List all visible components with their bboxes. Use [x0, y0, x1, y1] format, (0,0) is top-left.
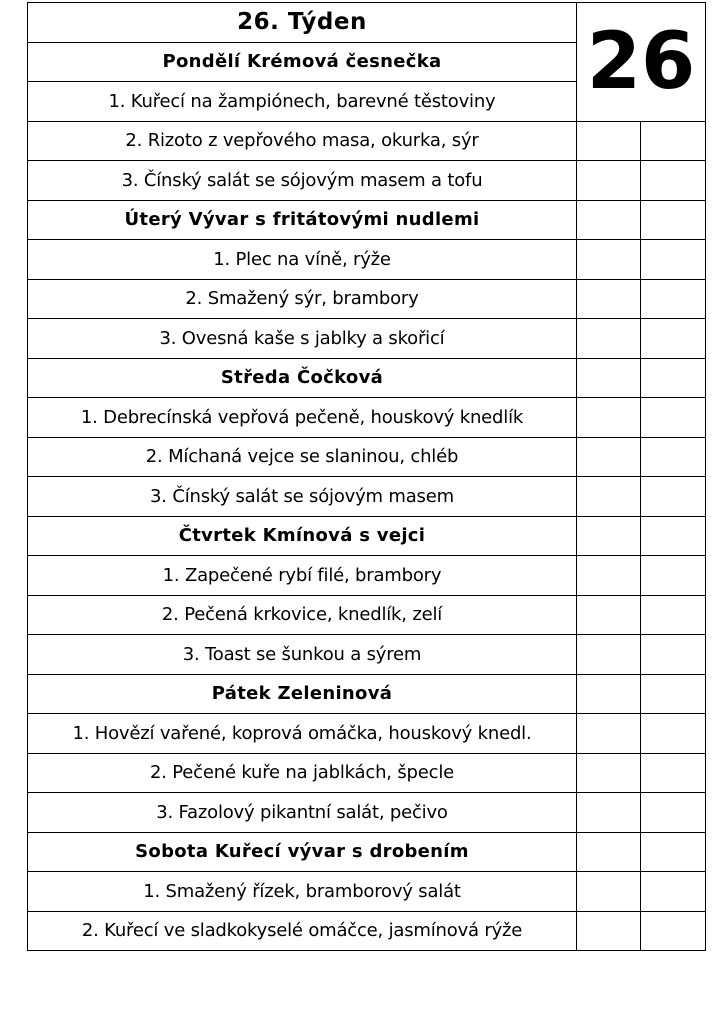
order-box[interactable]	[641, 240, 706, 280]
order-box[interactable]	[577, 911, 641, 951]
order-box[interactable]	[641, 595, 706, 635]
dish-row	[28, 279, 706, 319]
order-box[interactable]	[577, 477, 641, 517]
soup-friday: Pátek Zeleninová	[28, 674, 577, 714]
order-box[interactable]	[577, 200, 641, 240]
week-number: 26	[577, 3, 706, 122]
dish-monday-3: 3. Čínský salát se sójovým masem a tofu	[28, 161, 577, 201]
dish-row	[28, 635, 706, 675]
order-box[interactable]	[577, 516, 641, 556]
soup-wednesday: Středa Čočková	[28, 358, 577, 398]
soup-monday: Pondělí Krémová česnečka	[28, 42, 577, 82]
soup-thursday: Čtvrtek Kmínová s vejci	[28, 516, 577, 556]
header-row	[28, 3, 706, 43]
order-box[interactable]	[641, 319, 706, 359]
order-box[interactable]	[577, 832, 641, 872]
order-box[interactable]	[641, 674, 706, 714]
dish-friday-2: 2. Pečené kuře na jablkách, špecle	[28, 753, 577, 793]
order-box[interactable]	[641, 279, 706, 319]
order-box[interactable]	[641, 832, 706, 872]
order-box[interactable]	[641, 477, 706, 517]
dish-tuesday-2: 2. Smažený sýr, brambory	[28, 279, 577, 319]
order-box[interactable]	[641, 793, 706, 833]
order-box[interactable]	[641, 358, 706, 398]
dish-monday-2: 2. Rizoto z vepřového masa, okurka, sýr	[28, 121, 577, 161]
soup-row-tuesday	[28, 200, 706, 240]
order-box[interactable]	[641, 753, 706, 793]
dish-row	[28, 398, 706, 438]
order-box[interactable]	[641, 556, 706, 596]
order-box[interactable]	[577, 556, 641, 596]
dish-row	[28, 161, 706, 201]
order-box[interactable]	[641, 121, 706, 161]
dish-row	[28, 793, 706, 833]
order-box[interactable]	[577, 319, 641, 359]
dish-friday-3: 3. Fazolový pikantní salát, pečivo	[28, 793, 577, 833]
order-box[interactable]	[641, 911, 706, 951]
dish-tuesday-3: 3. Ovesná kaše s jablky a skořicí	[28, 319, 577, 359]
dish-wednesday-2: 2. Míchaná vejce se slaninou, chléb	[28, 437, 577, 477]
dish-row	[28, 240, 706, 280]
order-box[interactable]	[577, 279, 641, 319]
dish-friday-1: 1. Hovězí vařené, koprová omáčka, houskový knedl.	[28, 714, 577, 754]
week-title: 26. Týden	[28, 3, 577, 43]
soup-row-thursday	[28, 516, 706, 556]
order-box[interactable]	[641, 161, 706, 201]
order-box[interactable]	[641, 437, 706, 477]
order-box[interactable]	[641, 872, 706, 912]
dish-row	[28, 477, 706, 517]
order-box[interactable]	[577, 714, 641, 754]
soup-saturday: Sobota Kuřecí vývar s drobením	[28, 832, 577, 872]
dish-row	[28, 437, 706, 477]
order-box[interactable]	[577, 398, 641, 438]
order-box[interactable]	[577, 753, 641, 793]
dish-row	[28, 121, 706, 161]
dish-row	[28, 753, 706, 793]
dish-row	[28, 595, 706, 635]
dish-thursday-1: 1. Zapečené rybí filé, brambory	[28, 556, 577, 596]
order-box[interactable]	[577, 121, 641, 161]
dish-row	[28, 714, 706, 754]
dish-row	[28, 872, 706, 912]
order-box[interactable]	[641, 714, 706, 754]
dish-thursday-2: 2. Pečená krkovice, knedlík, zelí	[28, 595, 577, 635]
order-box[interactable]	[641, 516, 706, 556]
dish-saturday-1: 1. Smažený řízek, bramborový salát	[28, 872, 577, 912]
order-box[interactable]	[577, 635, 641, 675]
order-box[interactable]	[641, 200, 706, 240]
order-box[interactable]	[577, 793, 641, 833]
soup-row-saturday	[28, 832, 706, 872]
soup-tuesday: Úterý Vývar s fritátovými nudlemi	[28, 200, 577, 240]
order-box[interactable]	[641, 398, 706, 438]
dish-tuesday-1: 1. Plec na víně, rýže	[28, 240, 577, 280]
order-box[interactable]	[577, 872, 641, 912]
soup-row-wednesday	[28, 358, 706, 398]
order-box[interactable]	[577, 240, 641, 280]
dish-saturday-2: 2. Kuřecí ve sladkokyselé omáčce, jasmínová rýže	[28, 911, 577, 951]
dish-wednesday-3: 3. Čínský salát se sójovým masem	[28, 477, 577, 517]
dish-row	[28, 911, 706, 951]
order-box[interactable]	[577, 674, 641, 714]
order-box[interactable]	[641, 635, 706, 675]
weekly-menu-table	[27, 2, 706, 951]
dish-row	[28, 556, 706, 596]
order-box[interactable]	[577, 595, 641, 635]
dish-wednesday-1: 1. Debrecínská vepřová pečeně, houskový knedlík	[28, 398, 577, 438]
order-box[interactable]	[577, 161, 641, 201]
soup-row-friday	[28, 674, 706, 714]
dish-monday-1: 1. Kuřecí na žampiónech, barevné těstoviny	[28, 82, 577, 122]
order-box[interactable]	[577, 437, 641, 477]
order-box[interactable]	[577, 358, 641, 398]
dish-thursday-3: 3. Toast se šunkou a sýrem	[28, 635, 577, 675]
dish-row	[28, 319, 706, 359]
